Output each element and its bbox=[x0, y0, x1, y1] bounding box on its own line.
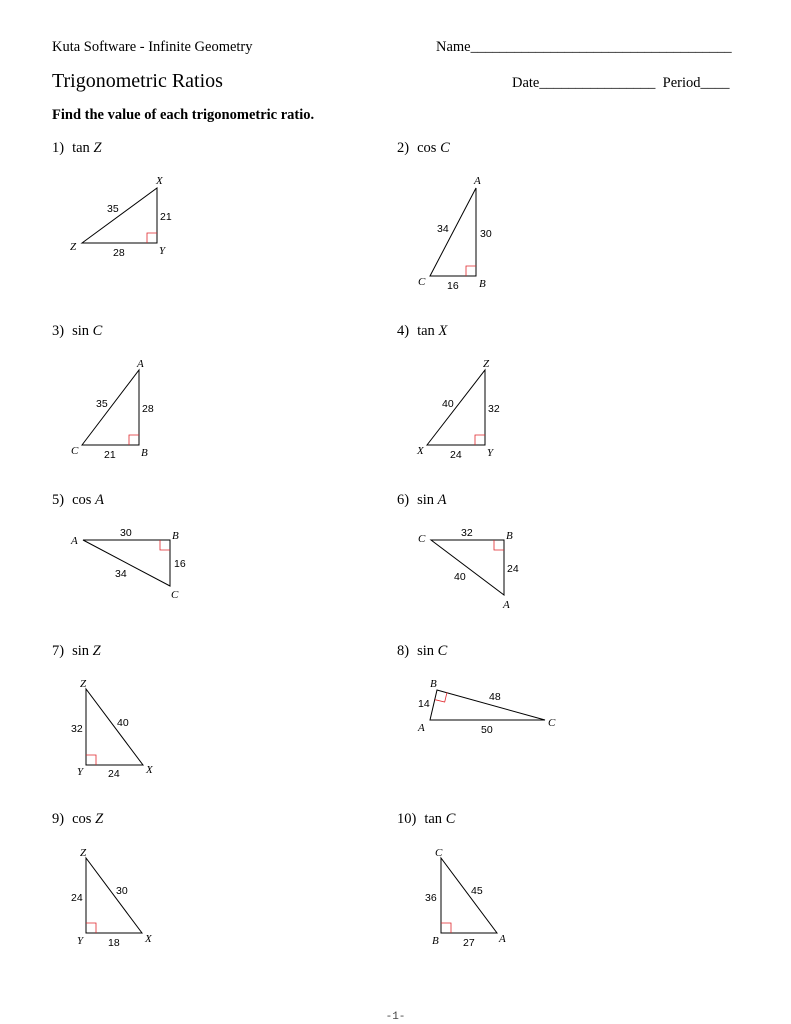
triangle-1 bbox=[82, 188, 157, 243]
vertex-label: A bbox=[418, 722, 425, 734]
vertex-label: B bbox=[430, 678, 437, 690]
right-angle-marker bbox=[86, 923, 96, 933]
side-label: 16 bbox=[447, 280, 459, 292]
problem-number: 1) bbox=[52, 140, 65, 156]
trig-function: sin bbox=[417, 643, 435, 659]
vertex-label: B bbox=[432, 935, 439, 947]
target-angle: Z bbox=[95, 811, 104, 827]
side-label: 18 bbox=[108, 937, 120, 949]
vertex-label: X bbox=[417, 445, 424, 457]
side-label: 28 bbox=[142, 403, 154, 415]
right-angle-marker bbox=[129, 435, 139, 445]
side-label: 30 bbox=[116, 885, 128, 897]
trig-function: cos bbox=[72, 811, 92, 827]
problem-number: 9) bbox=[52, 811, 65, 827]
trig-function: tan bbox=[72, 140, 90, 156]
side-label: 50 bbox=[481, 724, 493, 736]
target-angle: C bbox=[445, 811, 456, 827]
name-label: Name bbox=[436, 39, 471, 55]
vertex-label: X bbox=[145, 933, 152, 945]
triangle-6 bbox=[431, 540, 504, 595]
vertex-label: C bbox=[71, 445, 79, 457]
side-label: 21 bbox=[160, 211, 172, 223]
side-label: 24 bbox=[507, 563, 519, 575]
vertex-label: B bbox=[172, 530, 179, 542]
right-angle-marker bbox=[441, 923, 451, 933]
vertex-label: Y bbox=[487, 447, 494, 459]
problem-number: 3) bbox=[52, 323, 65, 339]
vertex-label: C bbox=[418, 533, 426, 545]
side-label: 24 bbox=[71, 892, 83, 904]
target-angle: C bbox=[92, 323, 103, 339]
trig-function: cos bbox=[72, 492, 92, 508]
vertex-label: A bbox=[137, 358, 144, 370]
vertex-label: Z bbox=[70, 241, 77, 253]
right-angle-marker bbox=[466, 266, 476, 276]
side-label: 36 bbox=[425, 892, 437, 904]
triangle-9 bbox=[86, 858, 142, 933]
target-angle: Z bbox=[93, 140, 102, 156]
side-label: 24 bbox=[108, 768, 120, 780]
triangle-3 bbox=[82, 370, 139, 445]
side-label: 35 bbox=[96, 398, 108, 410]
triangle-8 bbox=[430, 690, 545, 720]
side-label: 30 bbox=[480, 228, 492, 240]
vertex-label: B bbox=[479, 278, 486, 290]
problem-number: 7) bbox=[52, 643, 65, 659]
target-angle: A bbox=[437, 492, 447, 508]
side-label: 14 bbox=[418, 698, 430, 710]
problem-number: 10) bbox=[397, 811, 417, 827]
trig-function: tan bbox=[424, 811, 443, 827]
target-angle: A bbox=[95, 492, 104, 508]
problem-number: 6) bbox=[397, 492, 410, 508]
side-label: 21 bbox=[104, 449, 116, 461]
side-label: 24 bbox=[450, 449, 462, 461]
right-angle-marker bbox=[435, 692, 447, 702]
side-label: 40 bbox=[442, 398, 454, 410]
date-blank: ________________ bbox=[539, 75, 656, 91]
date-label: Date bbox=[512, 75, 540, 91]
target-angle: C bbox=[440, 140, 450, 156]
side-label: 32 bbox=[71, 723, 83, 735]
vertex-label: A bbox=[71, 535, 78, 547]
vertex-label: X bbox=[156, 175, 163, 187]
vertex-label: Z bbox=[80, 847, 87, 859]
problem-number: 2) bbox=[397, 140, 410, 156]
publisher-line: Kuta Software - Infinite Geometry bbox=[52, 39, 253, 55]
vertex-label: Y bbox=[77, 766, 84, 778]
vertex-label: Z bbox=[483, 358, 490, 370]
right-angle-marker bbox=[86, 755, 96, 765]
vertex-label: B bbox=[506, 530, 513, 542]
problem-number: 5) bbox=[52, 492, 65, 508]
vertex-label: Y bbox=[159, 245, 166, 257]
triangle-7 bbox=[86, 689, 143, 765]
side-label: 27 bbox=[463, 937, 475, 949]
vertex-label: Y bbox=[77, 935, 84, 947]
side-label: 40 bbox=[117, 717, 129, 729]
vertex-label: C bbox=[548, 717, 556, 729]
trig-function: sin bbox=[72, 323, 90, 339]
name-blank: ____________________________________ bbox=[470, 39, 732, 55]
vertex-label: C bbox=[171, 589, 179, 601]
triangle-10 bbox=[441, 858, 497, 933]
side-label: 35 bbox=[107, 203, 119, 215]
period-blank: ____ bbox=[700, 75, 730, 91]
vertex-label: A bbox=[474, 175, 481, 187]
side-label: 32 bbox=[488, 403, 500, 415]
page-number: -1- bbox=[385, 1011, 406, 1023]
target-angle: C bbox=[437, 643, 448, 659]
trig-function: sin bbox=[417, 492, 435, 508]
problem-number: 8) bbox=[397, 643, 410, 659]
side-label: 48 bbox=[489, 691, 501, 703]
problem-number: 4) bbox=[397, 323, 410, 339]
vertex-label: B bbox=[141, 447, 148, 459]
vertex-label: A bbox=[499, 933, 506, 945]
side-label: 32 bbox=[461, 527, 473, 539]
side-label: 34 bbox=[115, 568, 127, 580]
vertex-label: C bbox=[435, 847, 443, 859]
side-label: 16 bbox=[174, 558, 186, 570]
side-label: 45 bbox=[471, 885, 483, 897]
vertex-label: C bbox=[418, 276, 426, 288]
side-label: 34 bbox=[437, 223, 449, 235]
target-angle: Z bbox=[92, 643, 101, 659]
vertex-label: Z bbox=[80, 678, 87, 690]
vertex-label: A bbox=[503, 599, 510, 611]
trig-function: tan bbox=[417, 323, 435, 339]
instructions: Find the value of each trigonometric ratio. bbox=[52, 107, 315, 123]
side-label: 28 bbox=[113, 247, 125, 259]
vertex-label: X bbox=[146, 764, 153, 776]
side-label: 30 bbox=[120, 527, 132, 539]
side-label: 40 bbox=[454, 571, 466, 583]
right-angle-marker bbox=[147, 233, 157, 243]
trig-function: sin bbox=[72, 643, 90, 659]
right-angle-marker bbox=[494, 540, 504, 550]
triangle-4 bbox=[427, 370, 485, 445]
period-label: Period bbox=[662, 75, 701, 91]
right-angle-marker bbox=[475, 435, 485, 445]
triangle-edges bbox=[82, 188, 545, 933]
trig-function: cos bbox=[417, 140, 437, 156]
page-title: Trigonometric Ratios bbox=[52, 70, 223, 92]
right-angle-marker bbox=[160, 540, 170, 550]
target-angle: X bbox=[438, 323, 448, 339]
